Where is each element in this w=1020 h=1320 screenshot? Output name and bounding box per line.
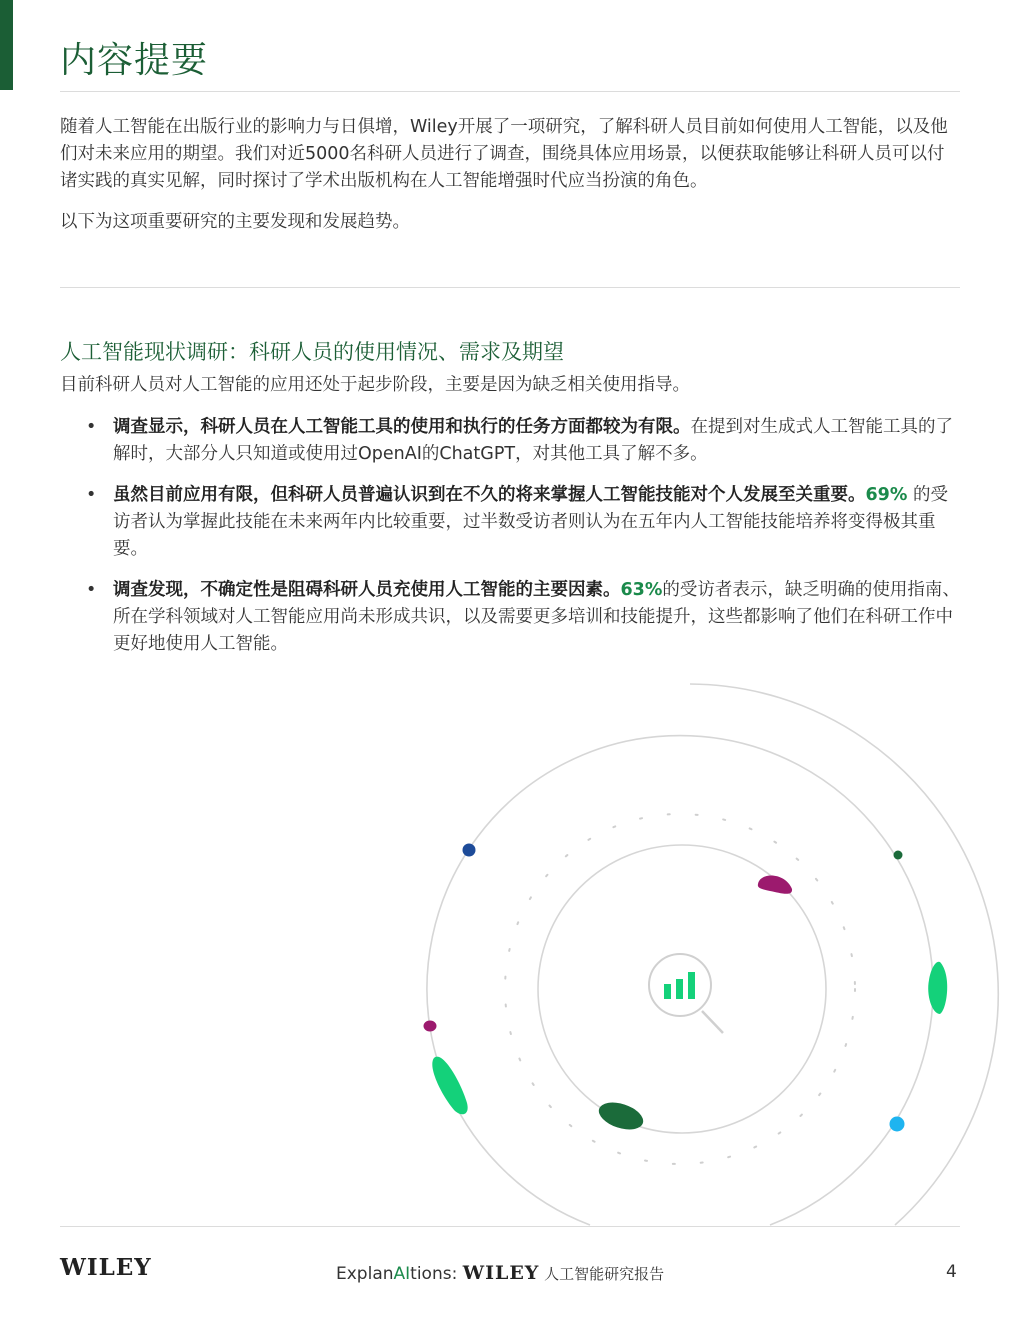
green-blob-right xyxy=(928,962,947,1014)
navy-dot xyxy=(463,844,476,857)
report-title-ai: AI xyxy=(393,1264,411,1284)
finding-bold: 调查显示，科研人员在人工智能工具的使用和执行的任务方面都较为有限。 xyxy=(113,417,691,437)
bullet-marker: • xyxy=(86,485,97,505)
finding-item xyxy=(60,577,960,658)
report-title xyxy=(336,1262,664,1284)
magenta-dot xyxy=(424,1021,437,1032)
bullet-marker: • xyxy=(86,580,97,600)
finding-percent: 69% xyxy=(865,485,908,505)
page-number: 4 xyxy=(946,1262,957,1282)
section-heading: 人工智能现状调研：科研人员的使用情况、需求及期望 xyxy=(60,340,564,364)
findings-list xyxy=(60,414,960,672)
report-title-brand: WILEY xyxy=(462,1262,540,1284)
bullet-marker: • xyxy=(86,417,97,437)
dark-green-blob xyxy=(595,1097,646,1134)
cyan-dot xyxy=(890,1117,905,1132)
bar-chart-magnifier-icon xyxy=(649,954,723,1033)
accent-bar xyxy=(0,0,13,90)
finding-bold: 虽然目前应用有限，但科研人员普遍认识到在不久的将来掌握人工智能技能对个人发展至关重要。 xyxy=(113,485,866,505)
intro-followup: 以下为这项重要研究的主要发现和发展趋势。 xyxy=(60,212,410,232)
page-title: 内容提要 xyxy=(60,40,209,81)
report-title-suffix: tions: xyxy=(410,1264,463,1284)
title-divider xyxy=(60,91,960,92)
finding-percent: 63% xyxy=(620,580,663,600)
intro-paragraph: 随着人工智能在出版行业的影响力与日俱增，Wiley开展了一项研究，了解科研人员目前如何使用人工智能，以及他们对未来应用的期望。我们对近5000名科研人员进行了调查，围绕具体应用场景，以便获取能够让科研人员可以付诸实践的真实见解，同时探讨了学术出版机构在人工智能增强时代应当扮演的角色。 xyxy=(60,117,948,191)
finding-bold: 调查发现，不确定性是阻碍科研人员充使用人工智能的主要因素。 xyxy=(113,580,621,600)
finding-text: 的受访者表示，缺乏明确的使用指南、所在学科领域对人工智能应用尚未形成共识，以及需要更多培训和技能提升，这些都影响了他们在科研工作中更好地使用人工智能。 xyxy=(113,580,960,654)
green-blob-left xyxy=(432,1057,467,1115)
orbit-illustration xyxy=(0,660,1020,1226)
report-title-prefix: Explan xyxy=(336,1264,394,1284)
finding-item xyxy=(60,482,960,563)
magenta-blob xyxy=(758,876,792,894)
section-divider xyxy=(60,287,960,288)
finding-item xyxy=(60,414,960,468)
wiley-logo: WILEY xyxy=(60,1254,152,1281)
dark-green-dot xyxy=(894,851,903,860)
finding-text: 在提到对生成式人工智能工具的了解时，大部分人只知道或使用过OpenAI的ChatGPT，对其他工具了解不多。 xyxy=(113,417,953,464)
section-lead: 目前科研人员对人工智能的应用还处于起步阶段，主要是因为缺乏相关使用指导。 xyxy=(60,375,690,395)
outer-orbit-ring xyxy=(690,684,998,1225)
footer-divider xyxy=(60,1226,960,1227)
report-title-rest: 人工智能研究报告 xyxy=(539,1265,665,1283)
finding-text: 的受访者认为掌握此技能在未来两年内比较重要，过半数受访者则认为在五年内人工智能技能培养将变得极其重要。 xyxy=(113,485,948,559)
